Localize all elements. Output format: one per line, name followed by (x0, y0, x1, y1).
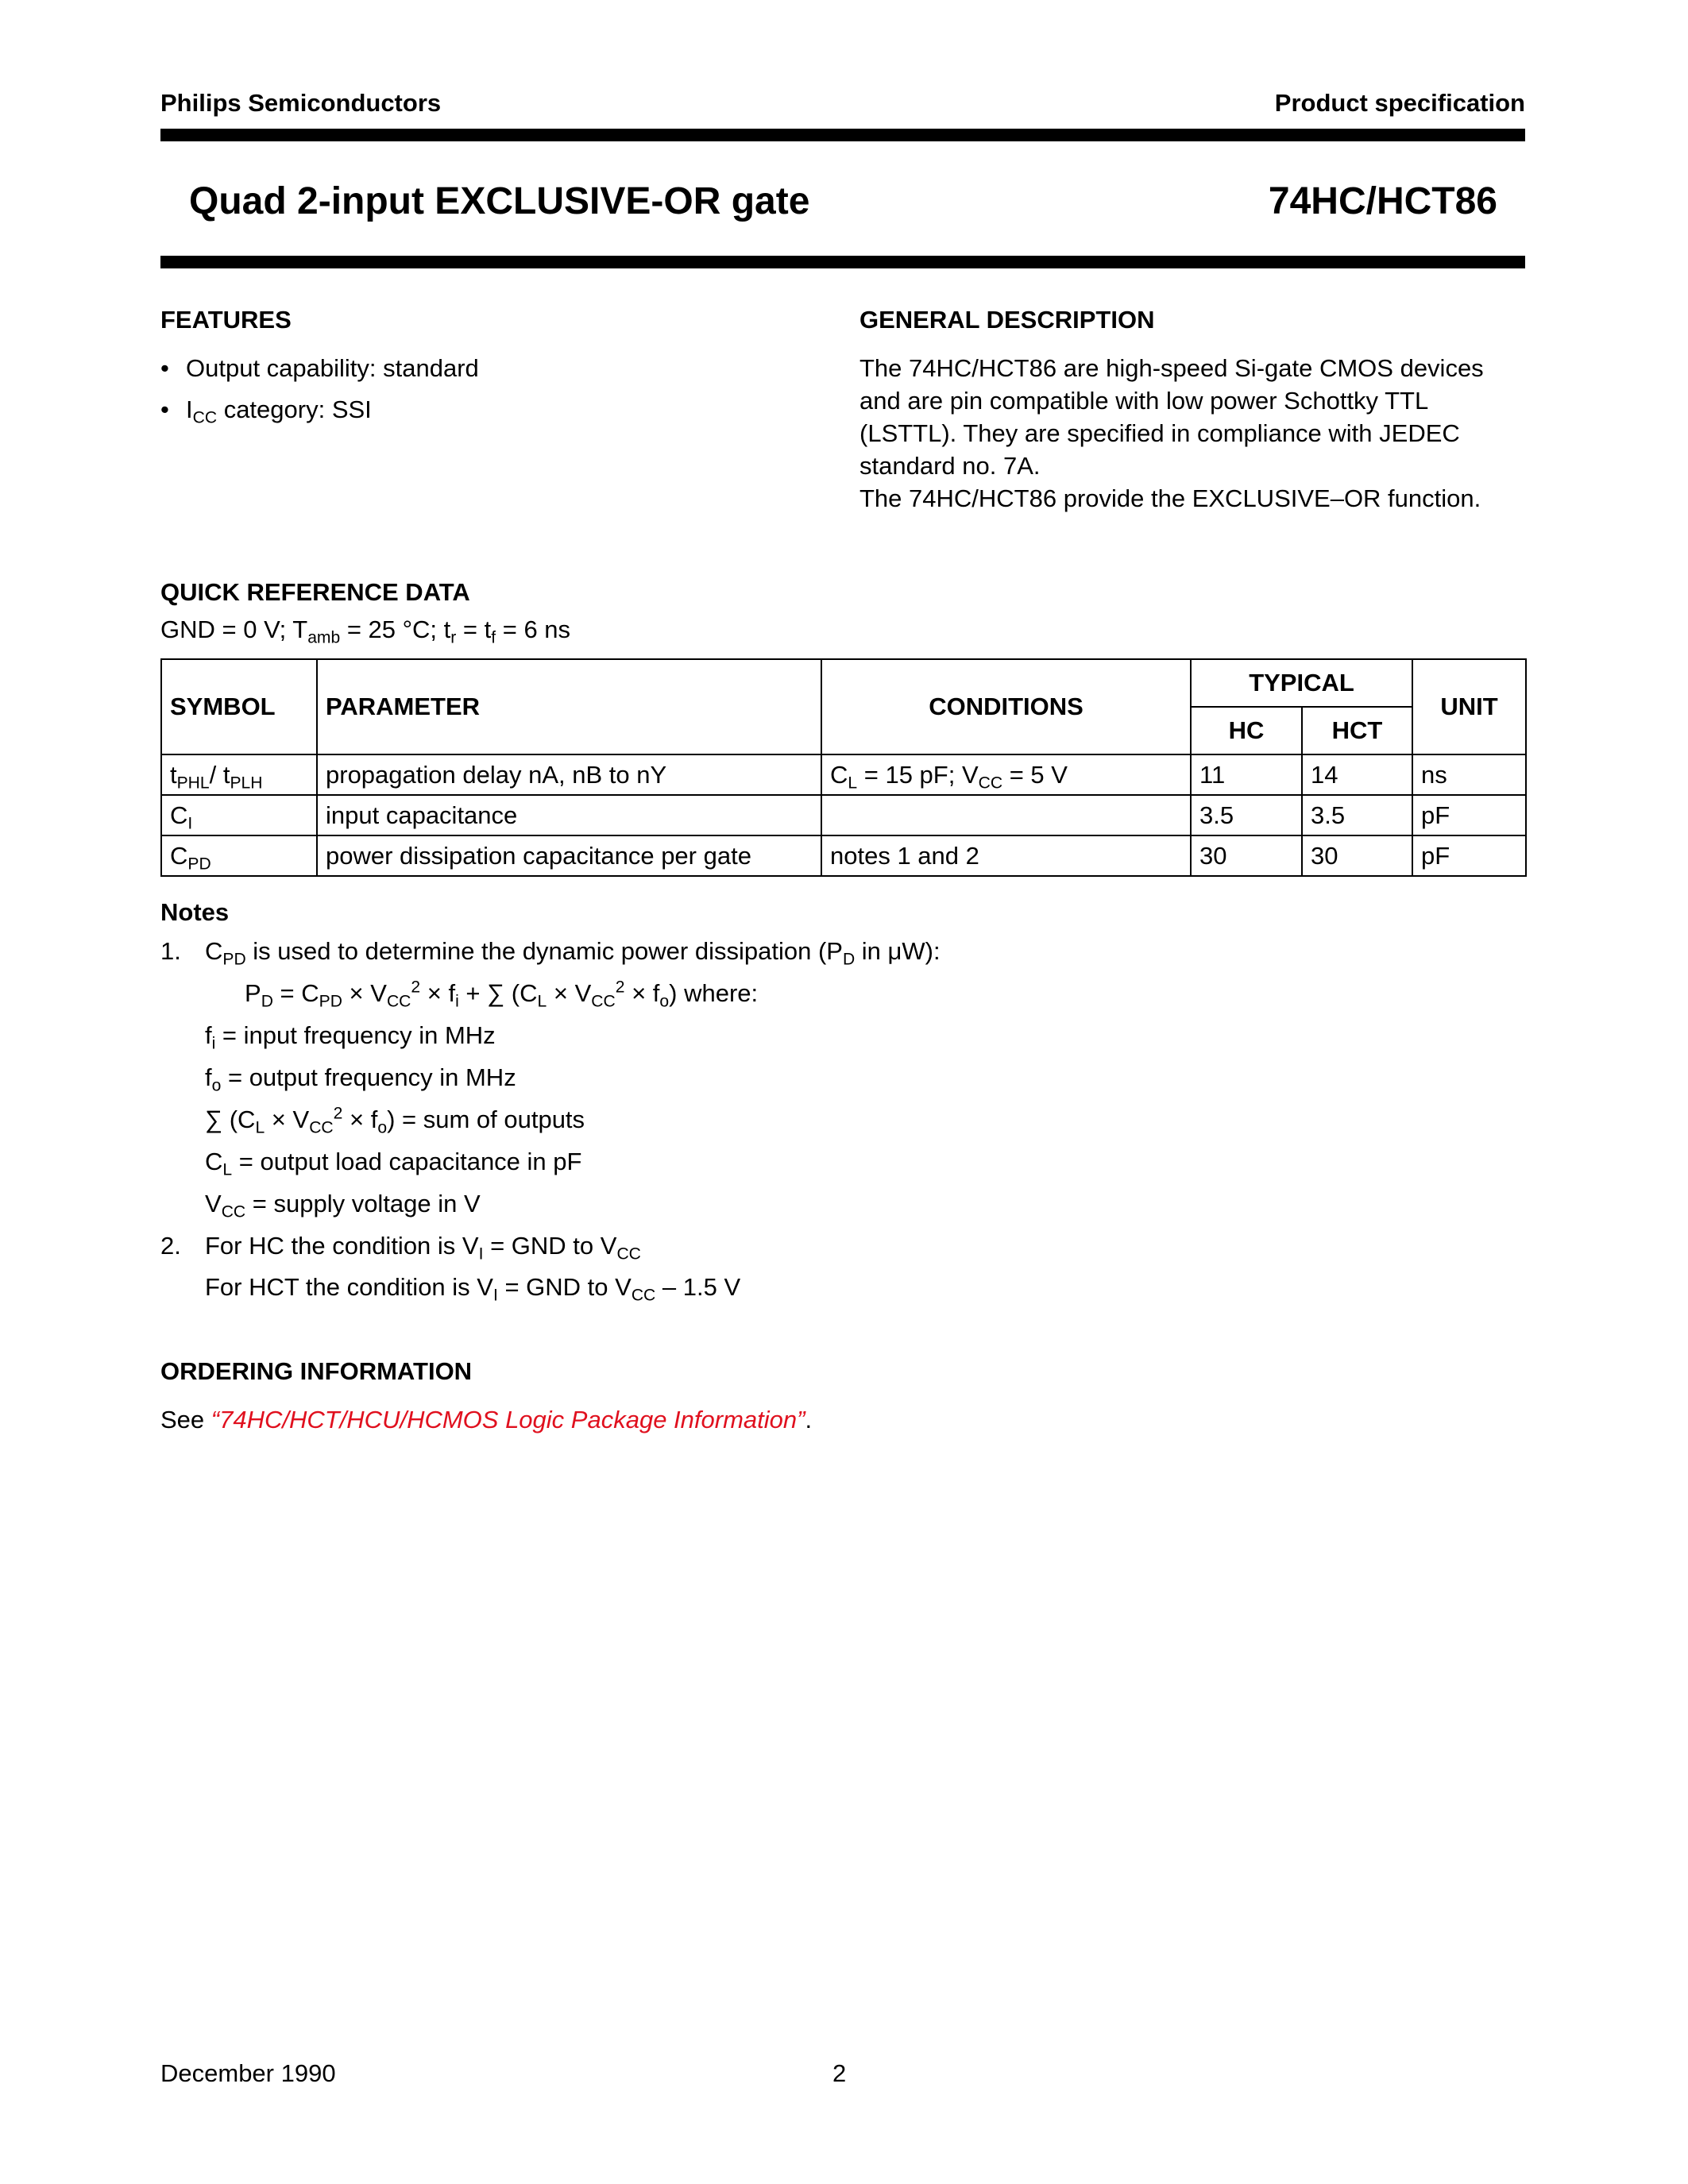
note-1-fi: $f_i$ = input frequency in MHz (205, 1021, 496, 1053)
cell-symbol: $t_{PHL}/$ $t_{PLH}$ (161, 754, 317, 795)
col-header-conditions: CONDITIONS (821, 659, 1191, 754)
cell-hct: 3.5 (1302, 795, 1412, 835)
general-description-heading: GENERAL DESCRIPTION (859, 306, 1155, 334)
feature-item: • Output capability: standard (160, 354, 479, 382)
table-row (161, 835, 1526, 876)
cell-parameter: power dissipation capacitance per gate (317, 835, 821, 876)
cell-symbol: $C_{PD}$ (161, 835, 317, 876)
note-1-vcc: $V_{CC}$ = supply voltage in V (205, 1190, 481, 1221)
bullet-icon: • (160, 396, 169, 423)
col-header-hc: HC (1191, 707, 1302, 754)
table-row (161, 754, 1526, 795)
company-name: Philips Semiconductors (160, 89, 442, 117)
part-number: 74HC/HCT86 (1268, 180, 1497, 222)
table-row (161, 795, 1526, 835)
cell-symbol: $C_I$ (161, 795, 317, 835)
cell-hc: 3.5 (1191, 795, 1302, 835)
note-1-cl: $C_L$ = output load capacitance in pF (205, 1148, 582, 1179)
footer-date: December 1990 (160, 2059, 336, 2087)
cell-conditions (821, 795, 1191, 835)
cell-hct: 30 (1302, 835, 1412, 876)
quick-reference-table (160, 658, 1527, 877)
note-1-sum: ∑ $(C_L \times V_{CC}^2 \times f_o)$ = sum of outputs (205, 1104, 585, 1137)
note-2-hct: For HCT the condition is $V_I$ = GND to $V_{CC} - 1.5$ V (205, 1273, 741, 1305)
note-2: 2. For HC the condition is $V_I$ = GND to $V_{CC}$ (160, 1232, 641, 1264)
cell-unit: ns (1412, 754, 1526, 795)
features-heading: FEATURES (160, 306, 292, 334)
page-title: Quad 2-input EXCLUSIVE-OR gate (189, 180, 810, 222)
cell-hct: 14 (1302, 754, 1412, 795)
note-1: 1. $C_{PD}$ is used to determine the dynamic power dissipation ($P_D$ in μW): (160, 937, 941, 969)
note-1-fo: $f_o$ = output frequency in MHz (205, 1063, 516, 1095)
page-number: 2 (832, 2059, 847, 2087)
col-header-symbol: SYMBOL (161, 659, 317, 754)
col-header-parameter: PARAMETER (317, 659, 821, 754)
col-header-hct: HCT (1302, 707, 1412, 754)
quick-reference-heading: QUICK REFERENCE DATA (160, 578, 470, 606)
general-description-text: The 74HC/HCT86 are high-speed Si-gate CMOS devices and are pin compatible with low power Schottky TTL (LSTTL). They are specified in compliance with JEDEC standard no. 7A. The 74HC/HCT86 provide the EXCLUSIVE–OR function. (859, 354, 1484, 512)
note-1-equation: $P_D = C_{PD} \times V_{CC}^2 \times f_i$ + ∑ $(C_L \times V_{CC}^2 \times f_o)$ where: (245, 978, 759, 1011)
cell-parameter: propagation delay nA, nB to nY (317, 754, 821, 795)
cell-hc: 11 (1191, 754, 1302, 795)
feature-item: • $I_{CC}$ category: SSI (160, 396, 372, 427)
header-rule-bottom (160, 256, 1525, 268)
header-rule-top (160, 129, 1525, 141)
cell-hc: 30 (1191, 835, 1302, 876)
ordering-text: See “74HC/HCT/HCU/HCMOS Logic Package Information”. (160, 1406, 813, 1433)
cell-parameter: input capacitance (317, 795, 821, 835)
cell-conditions: $C_L = 15$ pF; $V_{CC} = 5$ V (821, 754, 1191, 795)
quick-reference-conditions: GND = 0 V; $T_{amb} = 25$ °C; $t_r = t_f = 6$ ns (160, 615, 571, 647)
notes-heading: Notes (160, 898, 230, 926)
ordering-heading: ORDERING INFORMATION (160, 1357, 473, 1385)
col-header-unit: UNIT (1412, 659, 1526, 754)
package-info-link[interactable]: “74HC/HCT/HCU/HCMOS Logic Package Information” (211, 1406, 805, 1433)
cell-unit: pF (1412, 795, 1526, 835)
doc-type: Product specification (1274, 89, 1525, 117)
cell-conditions: notes 1 and 2 (821, 835, 1191, 876)
cell-unit: pF (1412, 835, 1526, 876)
col-header-typical: TYPICAL (1191, 659, 1412, 707)
bullet-icon: • (160, 354, 169, 382)
